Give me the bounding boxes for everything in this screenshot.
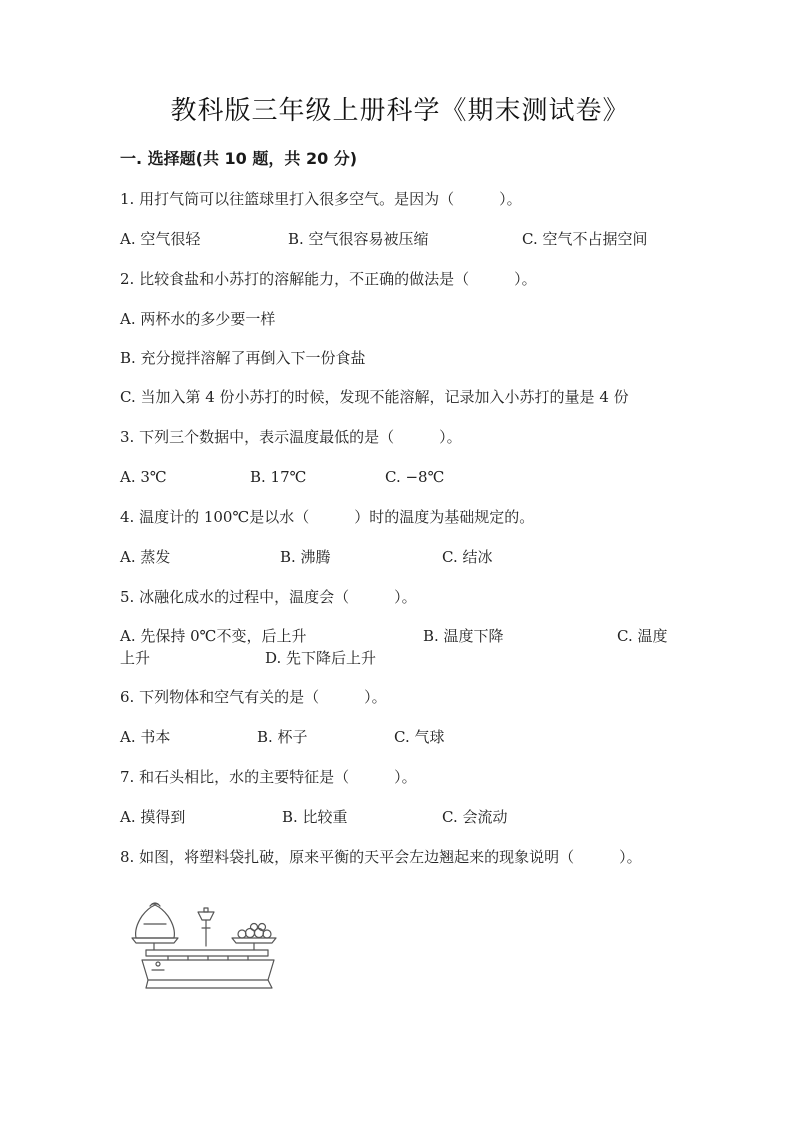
- q3-option-a: A. 3℃: [120, 468, 167, 486]
- q2-option-c: C. 当加入第 4 份小苏打的时候，发现不能溶解，记录加入小苏打的量是 4 份: [120, 388, 629, 406]
- question-8: 8. 如图，将塑料袋扎破，原来平衡的天平会左边翘起来的现象说明（ ）。: [120, 848, 642, 866]
- question-5: 5. 冰融化成水的过程中，温度会（ ）。: [120, 588, 417, 606]
- question-1: 1. 用打气筒可以往篮球里打入很多空气。是因为（ ）。: [120, 190, 522, 208]
- q5-option-c-continued: 上升: [120, 649, 151, 667]
- question-7: 7. 和石头相比，水的主要特征是（ ）。: [120, 768, 417, 786]
- q1-option-a: A. 空气很轻: [120, 230, 201, 248]
- q7-option-a: A. 摸得到: [120, 808, 186, 826]
- question-3: 3. 下列三个数据中，表示温度最低的是（ ）。: [120, 428, 462, 446]
- q3-option-b: B. 17℃: [250, 468, 307, 486]
- q4-option-a: A. 蒸发: [120, 548, 171, 566]
- stone-icon: [238, 930, 246, 938]
- q3-option-c: C. −8℃: [385, 468, 445, 486]
- section-heading: 一. 选择题(共 10 题，共 20 分): [120, 149, 358, 168]
- question-6: 6. 下列物体和空气有关的是（ ）。: [120, 688, 387, 706]
- q1-option-c: C. 空气不占据空间: [522, 230, 648, 248]
- q7-option-b: B. 比较重: [282, 808, 348, 826]
- q7-option-c: C. 会流动: [442, 808, 508, 826]
- question-4: 4. 温度计的 100℃是以水（ ）时的温度为基础规定的。: [120, 508, 535, 526]
- page-title: 教科版三年级上册科学《期末测试卷》: [170, 96, 630, 126]
- q4-option-c: C. 结冰: [442, 548, 493, 566]
- right-pan-icon: [232, 938, 276, 943]
- q4-option-b: B. 沸腾: [280, 548, 331, 566]
- q5-option-a: A. 先保持 0℃不变，后上升: [120, 627, 307, 645]
- q5-option-c: C. 温度: [617, 627, 668, 645]
- q6-option-a: A. 书本: [120, 728, 171, 746]
- q6-option-c: C. 气球: [394, 728, 445, 746]
- question-2: 2. 比较食盐和小苏打的溶解能力，不正确的做法是（ ）。: [120, 270, 537, 288]
- q5-option-d: D. 先下降后上升: [265, 649, 377, 667]
- plastic-bag-icon: [136, 905, 175, 938]
- q5-option-b: B. 温度下降: [423, 627, 504, 645]
- left-pan-icon: [132, 938, 178, 943]
- balance-scale-illustration: [128, 900, 288, 1000]
- q2-option-b: B. 充分搅拌溶解了再倒入下一份食盐: [120, 349, 366, 367]
- q1-option-b: B. 空气很容易被压缩: [288, 230, 429, 248]
- q6-option-b: B. 杯子: [257, 728, 308, 746]
- q2-option-a: A. 两杯水的多少要一样: [120, 310, 276, 328]
